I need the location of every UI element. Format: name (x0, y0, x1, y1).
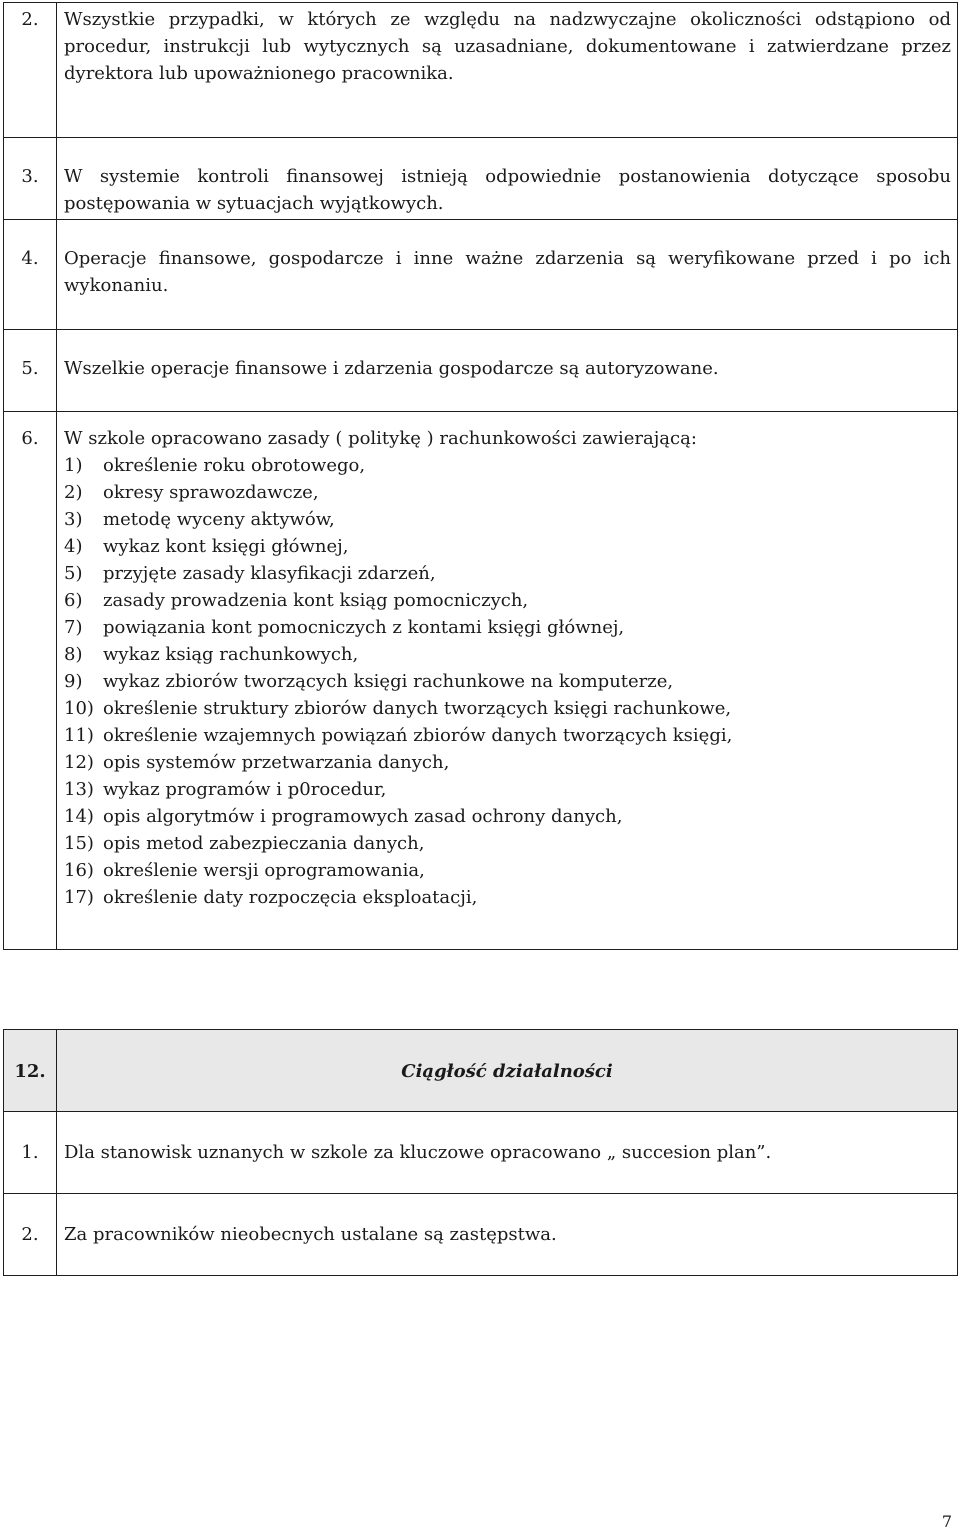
table-row-policy (4, 412, 958, 950)
policy-item-text: wykaz programów i p0rocedur, (103, 779, 387, 800)
policy-item-number: 17) (64, 887, 94, 908)
policy-list-item (64, 830, 951, 857)
policy-list-item (64, 641, 951, 668)
policy-list-item (64, 884, 951, 911)
policy-list-item (64, 479, 951, 506)
policy-item-text: opis systemów przetwarzania danych, (103, 752, 450, 773)
table-row (4, 1194, 958, 1276)
policy-list-item (64, 776, 951, 803)
table-row (4, 330, 958, 412)
row-number: 4. (4, 220, 57, 330)
page-number: 7 (941, 1512, 952, 1531)
row-text: W systemie kontroli finansowej istnieją odpowiednie postanowienia dotyczące sposobu postępowania w sytuacjach wyjątkowych. (57, 138, 958, 220)
policy-list-item (64, 749, 951, 776)
row-number: 6. (4, 412, 57, 950)
policy-item-text: wykaz zbiorów tworzących księgi rachunkowe na komputerze, (103, 671, 674, 692)
policy-list-item (64, 614, 951, 641)
policy-item-number: 9) (64, 671, 83, 692)
row-text: Operacje finansowe, gospodarcze i inne ważne zdarzenia są weryfikowane przed i po ich wykonaniu. (57, 220, 958, 330)
policy-list (64, 452, 951, 911)
policy-item-number: 7) (64, 617, 83, 638)
policy-item-number: 2) (64, 482, 83, 503)
row-text: Za pracowników nieobecnych ustalane są zastępstwa. (57, 1194, 958, 1276)
policy-item-number: 1) (64, 455, 83, 476)
policy-item-number: 16) (64, 860, 94, 881)
row-text: Wszystkie przypadki, w których ze względu na nadzwyczajne okoliczności odstąpiono od procedur, instrukcji lub wytycznych są uzasadniane, dokumentowane i zatwierdzane przez dyrektora lub upoważnionego pracownika. (57, 3, 958, 138)
policy-item-text: powiązania kont pomocniczych z kontami księgi głównej, (103, 617, 625, 638)
policy-list-item (64, 695, 951, 722)
policy-list-item (64, 587, 951, 614)
policy-item-text: zasady prowadzenia kont ksiąg pomocniczych, (103, 590, 529, 611)
row-number: 5. (4, 330, 57, 412)
policy-list-item (64, 857, 951, 884)
policy-item-number: 11) (64, 725, 94, 746)
policy-item-text: określenie daty rozpoczęcia eksploatacji, (103, 887, 478, 908)
policy-item-text: określenie wzajemnych powiązań zbiorów danych tworzących księgi, (103, 725, 733, 746)
policy-list-item (64, 452, 951, 479)
policy-item-number: 4) (64, 536, 83, 557)
row-text: Wszelkie operacje finansowe i zdarzenia gospodarcze są autoryzowane. (57, 330, 958, 412)
table-row (4, 138, 958, 220)
policy-item-number: 10) (64, 698, 94, 719)
policy-item-number: 8) (64, 644, 83, 665)
table-row (4, 1112, 958, 1194)
policy-item-text: wykaz kont księgi głównej, (103, 536, 349, 557)
policy-item-number: 12) (64, 752, 94, 773)
table-row (4, 3, 958, 138)
policy-list-item (64, 668, 951, 695)
row-number: 2. (4, 1194, 57, 1276)
policy-list-item (64, 722, 951, 749)
policy-cell (57, 412, 958, 950)
policy-item-number: 13) (64, 779, 94, 800)
policy-item-text: okresy sprawozdawcze, (103, 482, 319, 503)
row-text: Dla stanowisk uznanych w szkole za kluczowe opracowano „ succesion plan”. (57, 1112, 958, 1194)
policy-list-item (64, 803, 951, 830)
row-number: 2. (4, 3, 57, 138)
policy-item-number: 3) (64, 509, 83, 530)
controls-table (3, 2, 958, 950)
policy-item-text: metodę wyceny aktywów, (103, 509, 335, 530)
row-number: 3. (4, 138, 57, 220)
policy-list-item (64, 533, 951, 560)
continuity-table (3, 1029, 958, 1276)
policy-list-item (64, 506, 951, 533)
policy-item-text: opis metod zabezpieczania danych, (103, 833, 425, 854)
section-header-row (4, 1030, 958, 1112)
policy-item-number: 14) (64, 806, 94, 827)
policy-item-number: 15) (64, 833, 94, 854)
policy-item-text: przyjęte zasady klasyfikacji zdarzeń, (103, 563, 436, 584)
policy-item-number: 6) (64, 590, 83, 611)
section-number: 12. (4, 1030, 57, 1112)
policy-item-text: określenie wersji oprogramowania, (103, 860, 425, 881)
table-row (4, 220, 958, 330)
policy-item-text: określenie roku obrotowego, (103, 455, 366, 476)
policy-intro: W szkole opracowano zasady ( politykę ) rachunkowości zawierającą: (64, 428, 697, 449)
policy-list-item (64, 560, 951, 587)
policy-item-text: opis algorytmów i programowych zasad ochrony danych, (103, 806, 623, 827)
section-title: Ciągłość działalności (57, 1030, 958, 1112)
row-number: 1. (4, 1112, 57, 1194)
policy-item-number: 5) (64, 563, 83, 584)
policy-item-text: wykaz ksiąg rachunkowych, (103, 644, 359, 665)
policy-item-text: określenie struktury zbiorów danych tworzących księgi rachunkowe, (103, 698, 732, 719)
